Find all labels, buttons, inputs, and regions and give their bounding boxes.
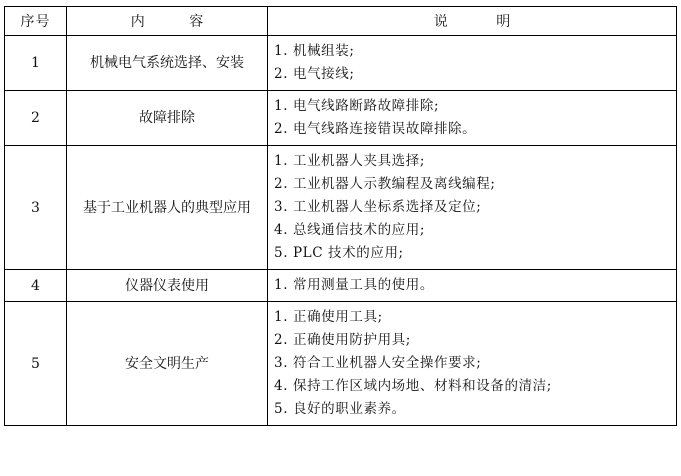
table-row: [5, 302, 677, 426]
row-index: 4: [5, 270, 67, 302]
description-item: 1. 机械组装;: [274, 43, 355, 59]
header-description: 说 明: [268, 7, 677, 36]
row-content: 基于工业机器人的典型应用: [67, 146, 268, 270]
row-content: 仪器仪表使用: [67, 270, 268, 302]
content-table: [4, 6, 677, 426]
table-row: [5, 91, 677, 146]
description-item: 2. 正确使用防护用具;: [274, 332, 411, 348]
description-item: 3. 工业机器人坐标系选择及定位;: [274, 199, 482, 215]
description-item: 2. 电气线路连接错误故障排除。: [274, 121, 477, 137]
row-description: [268, 146, 677, 270]
row-description: [268, 91, 677, 146]
description-item: 4. 保持工作区域内场地、材料和设备的清洁;: [274, 378, 552, 394]
row-content: 机械电气系统选择、安装: [67, 36, 268, 91]
row-index: 5: [5, 302, 67, 426]
header-index: 序号: [5, 7, 67, 36]
row-description: [268, 36, 677, 91]
description-item: 5. PLC 技术的应用;: [274, 245, 404, 261]
header-row: [5, 7, 677, 36]
table-row: [5, 146, 677, 270]
description-item: 1. 常用测量工具的使用。: [274, 277, 434, 293]
description-item: 1. 电气线路断路故障排除;: [274, 98, 440, 114]
description-item: 3. 符合工业机器人安全操作要求;: [274, 355, 482, 371]
description-item: 4. 总线通信技术的应用;: [274, 222, 426, 238]
description-item: 1. 工业机器人夹具选择;: [274, 153, 426, 169]
row-index: 3: [5, 146, 67, 270]
row-content: 故障排除: [67, 91, 268, 146]
header-content: 内 容: [67, 7, 268, 36]
row-content: 安全文明生产: [67, 302, 268, 426]
description-item: 1. 正确使用工具;: [274, 309, 383, 325]
description-item: 5. 良好的职业素养。: [274, 401, 406, 417]
table-row: [5, 36, 677, 91]
table-row: [5, 270, 677, 302]
row-index: 2: [5, 91, 67, 146]
description-item: 2. 电气接线;: [274, 66, 355, 82]
row-description: [268, 270, 677, 302]
row-description: [268, 302, 677, 426]
description-item: 2. 工业机器人示教编程及离线编程;: [274, 176, 496, 192]
row-index: 1: [5, 36, 67, 91]
